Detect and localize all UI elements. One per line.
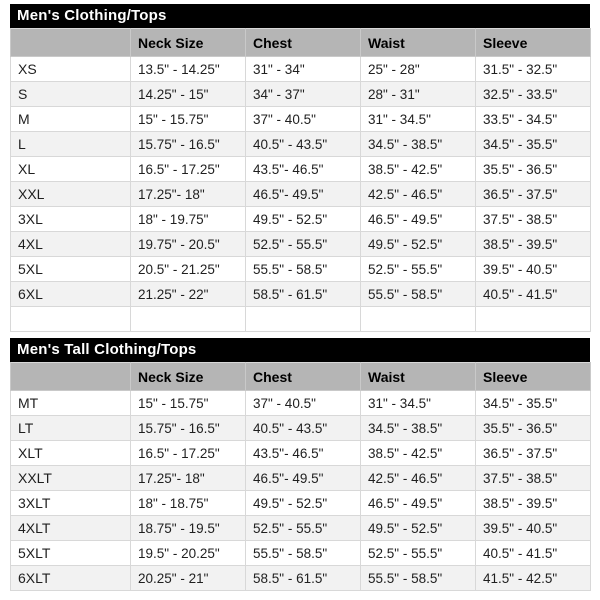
measurement-cell: 34.5" - 35.5" — [476, 132, 591, 157]
table-row — [11, 516, 591, 541]
measurement-cell: 52.5" - 55.5" — [361, 541, 476, 566]
measurement-cell: 20.25" - 21" — [131, 566, 246, 591]
table-row — [11, 466, 591, 491]
measurement-cell: 18" - 19.75" — [131, 207, 246, 232]
size-cell: XS — [11, 57, 131, 82]
measurement-cell: 49.5" - 52.5" — [361, 516, 476, 541]
measurement-cell: 37" - 40.5" — [246, 107, 361, 132]
measurement-cell: 49.5" - 52.5" — [361, 232, 476, 257]
size-cell: XLT — [11, 441, 131, 466]
measurement-cell: 38.5" - 42.5" — [361, 157, 476, 182]
mens-tall-tops-title-bar: Men's Tall Clothing/Tops — [10, 338, 590, 362]
size-cell: 4XL — [11, 232, 131, 257]
measurement-cell: 58.5" - 61.5" — [246, 566, 361, 591]
table-row — [11, 257, 591, 282]
measurement-cell: 46.5"- 49.5" — [246, 182, 361, 207]
measurement-cell: 42.5" - 46.5" — [361, 182, 476, 207]
measurement-cell: 34.5" - 38.5" — [361, 416, 476, 441]
measurement-cell: 43.5"- 46.5" — [246, 157, 361, 182]
size-cell: 6XLT — [11, 566, 131, 591]
column-header: Waist — [361, 363, 476, 391]
measurement-cell: 18" - 18.75" — [131, 491, 246, 516]
measurement-cell: 13.5" - 14.25" — [131, 57, 246, 82]
table-row — [11, 157, 591, 182]
table-row — [11, 182, 591, 207]
measurement-cell: 39.5" - 40.5" — [476, 257, 591, 282]
size-cell: 6XL — [11, 282, 131, 307]
measurement-cell: 46.5" - 49.5" — [361, 491, 476, 516]
measurement-cell: 52.5" - 55.5" — [361, 257, 476, 282]
measurement-cell: 15" - 15.75" — [131, 107, 246, 132]
measurement-cell: 33.5" - 34.5" — [476, 107, 591, 132]
column-header-row — [11, 363, 591, 391]
measurement-cell — [246, 307, 361, 332]
size-cell: 5XLT — [11, 541, 131, 566]
measurement-cell: 34.5" - 35.5" — [476, 391, 591, 416]
measurement-cell: 41.5" - 42.5" — [476, 566, 591, 591]
measurement-cell: 31.5" - 32.5" — [476, 57, 591, 82]
measurement-cell: 21.25" - 22" — [131, 282, 246, 307]
measurement-cell: 34.5" - 38.5" — [361, 132, 476, 157]
size-cell: 3XLT — [11, 491, 131, 516]
measurement-cell: 46.5"- 49.5" — [246, 466, 361, 491]
size-cell: M — [11, 107, 131, 132]
measurement-cell: 52.5" - 55.5" — [246, 232, 361, 257]
measurement-cell: 31" - 34.5" — [361, 391, 476, 416]
measurement-cell: 39.5" - 40.5" — [476, 516, 591, 541]
table-row — [11, 57, 591, 82]
measurement-cell: 58.5" - 61.5" — [246, 282, 361, 307]
measurement-cell: 55.5" - 58.5" — [246, 541, 361, 566]
column-header: Sleeve — [476, 29, 591, 57]
measurement-cell: 32.5" - 33.5" — [476, 82, 591, 107]
column-header-row — [11, 29, 591, 57]
measurement-cell: 49.5" - 52.5" — [246, 491, 361, 516]
table-row — [11, 307, 591, 332]
table-row — [11, 416, 591, 441]
measurement-cell: 36.5" - 37.5" — [476, 441, 591, 466]
table-row — [11, 82, 591, 107]
measurement-cell: 17.25"- 18" — [131, 466, 246, 491]
table-row — [11, 541, 591, 566]
size-cell: 5XL — [11, 257, 131, 282]
measurement-cell: 14.25" - 15" — [131, 82, 246, 107]
measurement-cell: 40.5" - 43.5" — [246, 416, 361, 441]
column-header — [11, 363, 131, 391]
table-row — [11, 232, 591, 257]
table-row — [11, 132, 591, 157]
size-cell: LT — [11, 416, 131, 441]
measurement-cell: 42.5" - 46.5" — [361, 466, 476, 491]
column-header: Neck Size — [131, 363, 246, 391]
measurement-cell: 37.5" - 38.5" — [476, 466, 591, 491]
column-header: Chest — [246, 363, 361, 391]
measurement-cell: 55.5" - 58.5" — [361, 282, 476, 307]
measurement-cell: 16.5" - 17.25" — [131, 441, 246, 466]
size-cell: 4XLT — [11, 516, 131, 541]
measurement-cell: 49.5" - 52.5" — [246, 207, 361, 232]
size-cell: MT — [11, 391, 131, 416]
measurement-cell: 40.5" - 43.5" — [246, 132, 361, 157]
column-header: Sleeve — [476, 363, 591, 391]
measurement-cell — [131, 307, 246, 332]
column-header: Waist — [361, 29, 476, 57]
measurement-cell: 28" - 31" — [361, 82, 476, 107]
measurement-cell: 31" - 34" — [246, 57, 361, 82]
measurement-cell: 38.5" - 39.5" — [476, 232, 591, 257]
size-cell: S — [11, 82, 131, 107]
measurement-cell: 15.75" - 16.5" — [131, 416, 246, 441]
size-cell: XXLT — [11, 466, 131, 491]
measurement-cell: 20.5" - 21.25" — [131, 257, 246, 282]
table-row — [11, 107, 591, 132]
measurement-cell: 15.75" - 16.5" — [131, 132, 246, 157]
table-row — [11, 207, 591, 232]
measurement-cell: 52.5" - 55.5" — [246, 516, 361, 541]
table-row — [11, 391, 591, 416]
size-cell: L — [11, 132, 131, 157]
measurement-cell: 17.25"- 18" — [131, 182, 246, 207]
measurement-cell: 43.5"- 46.5" — [246, 441, 361, 466]
measurement-cell: 31" - 34.5" — [361, 107, 476, 132]
measurement-cell — [476, 307, 591, 332]
measurement-cell: 46.5" - 49.5" — [361, 207, 476, 232]
measurement-cell: 16.5" - 17.25" — [131, 157, 246, 182]
measurement-cell: 15" - 15.75" — [131, 391, 246, 416]
measurement-cell: 55.5" - 58.5" — [361, 566, 476, 591]
measurement-cell: 37" - 40.5" — [246, 391, 361, 416]
measurement-cell: 35.5" - 36.5" — [476, 416, 591, 441]
table-row — [11, 282, 591, 307]
measurement-cell: 18.75" - 19.5" — [131, 516, 246, 541]
mens-tall-tops-section — [10, 338, 590, 591]
mens-tops-size-table — [10, 28, 591, 332]
table-row — [11, 566, 591, 591]
mens-tops-title-bar: Men's Clothing/Tops — [10, 4, 590, 28]
column-header — [11, 29, 131, 57]
measurement-cell: 40.5" - 41.5" — [476, 282, 591, 307]
measurement-cell: 19.5" - 20.25" — [131, 541, 246, 566]
measurement-cell: 40.5" - 41.5" — [476, 541, 591, 566]
size-cell: XXL — [11, 182, 131, 207]
measurement-cell: 19.75" - 20.5" — [131, 232, 246, 257]
measurement-cell: 25" - 28" — [361, 57, 476, 82]
measurement-cell: 34" - 37" — [246, 82, 361, 107]
measurement-cell: 38.5" - 39.5" — [476, 491, 591, 516]
column-header: Neck Size — [131, 29, 246, 57]
measurement-cell: 55.5" - 58.5" — [246, 257, 361, 282]
measurement-cell: 37.5" - 38.5" — [476, 207, 591, 232]
mens-tall-tops-size-table — [10, 362, 591, 591]
measurement-cell: 36.5" - 37.5" — [476, 182, 591, 207]
mens-tops-section — [10, 4, 590, 332]
table-row — [11, 441, 591, 466]
measurement-cell — [361, 307, 476, 332]
size-cell: 3XL — [11, 207, 131, 232]
size-cell — [11, 307, 131, 332]
column-header: Chest — [246, 29, 361, 57]
table-row — [11, 491, 591, 516]
measurement-cell: 38.5" - 42.5" — [361, 441, 476, 466]
measurement-cell: 35.5" - 36.5" — [476, 157, 591, 182]
size-cell: XL — [11, 157, 131, 182]
